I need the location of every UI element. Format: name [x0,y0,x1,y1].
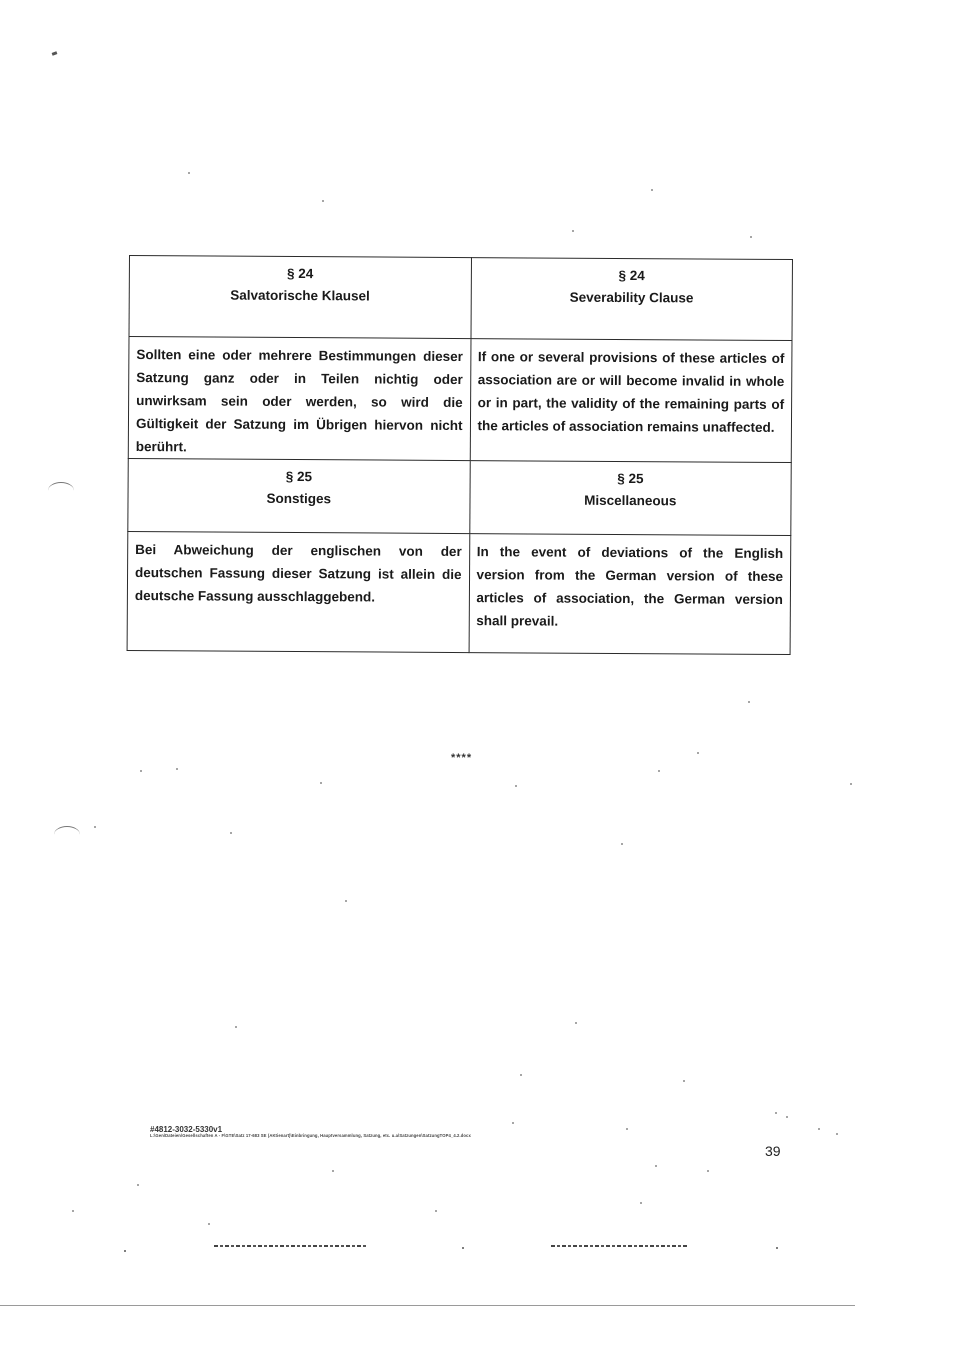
section-25-text-english: In the event of deviations of the English version from the German version of these articles of association, the German version shall prevail. [469,534,791,655]
scan-speck [655,1165,657,1167]
scan-speck [836,1133,838,1135]
articles-table [127,255,793,655]
scan-speck [818,1128,820,1130]
scan-speck [140,770,142,772]
scan-speck [572,230,574,232]
scan-edge-line [0,1305,855,1306]
scan-speck [748,701,750,703]
scan-speck [208,1223,210,1225]
section-25-heading-english [469,461,791,536]
section-number: § 24 [286,265,314,282]
scan-speck [750,236,752,238]
table-row [129,256,792,341]
section-number: § 25 [285,468,313,485]
scan-artifact-line [214,1245,368,1247]
section-title: Miscellaneous [584,492,677,509]
scan-speck [137,1184,139,1186]
table-row [127,531,791,654]
punch-hole-mark [54,826,80,843]
scan-speck [345,900,347,902]
scan-speck [640,1202,642,1204]
scan-speck [322,200,324,202]
scan-speck [575,1022,577,1024]
scan-speck [775,1112,777,1114]
section-number: § 25 [617,470,644,487]
section-25-heading-german [128,458,470,533]
scan-speck [658,770,660,772]
scan-speck [435,1210,437,1212]
document-file-path: L:\Gen\Dateien\Gesellschaften A - F\GTE\Satz 17-683 SE (AKtienart)\Einbringung, Hauptversammlung, Satzung, etc. u.a\Satzungen\SatzungTOP4_4.2.docx [150,1133,471,1138]
table-row [128,458,791,535]
section-25-text-german: Bei Abweichung der englischen von der deutschen Fassung dieser Satzung ist allein die deutsche Fassung ausschlaggebend. [127,531,469,652]
scan-mark [52,51,58,56]
scan-speck [515,785,517,787]
section-number: § 24 [618,267,645,284]
scan-artifact-line [551,1245,689,1247]
scan-speck [462,1247,464,1249]
section-24-heading-english [471,258,793,341]
scan-speck [697,752,699,754]
scan-speck [320,782,322,784]
punch-hole-mark [48,482,74,499]
scan-speck [124,1250,126,1252]
section-24-text-german: Sollten eine oder mehrere Bestimmungen dieser Satzung ganz oder in Teilen nichtig oder unwirksam sein oder werden, so wird die Gültigkeit der Satzung im Übrigen hiervon nicht berührt. [128,337,470,461]
scan-speck [520,1074,522,1076]
scan-speck [683,1080,685,1082]
scan-speck [626,1128,628,1130]
scan-speck [786,1116,788,1118]
scan-speck [512,1122,514,1124]
end-of-document-marks: **** [451,752,473,764]
page-number: 39 [765,1143,781,1159]
scan-speck [707,1170,709,1172]
section-24-text-english: If one or several provisions of these articles of association are or will become invalid in whole or in part, the validity of the remaining parts of the articles of association remains unaffected. [470,339,792,463]
section-title: Sonstiges [266,490,332,507]
scan-speck [72,1210,74,1212]
document-reference: #4812-3032-5330v1 [150,1125,223,1134]
section-24-heading-german [129,256,471,339]
scan-speck [230,832,232,834]
table-row [128,337,792,463]
scan-speck [850,783,852,785]
section-title: Severability Clause [569,289,694,306]
scan-speck [176,768,178,770]
section-title: Salvatorische Klausel [230,287,370,304]
scan-speck [621,843,623,845]
scan-speck [235,1026,237,1028]
scan-speck [651,189,653,191]
scan-speck [188,172,190,174]
scan-speck [332,1170,334,1172]
scan-speck [94,826,96,828]
scan-speck [776,1247,778,1249]
